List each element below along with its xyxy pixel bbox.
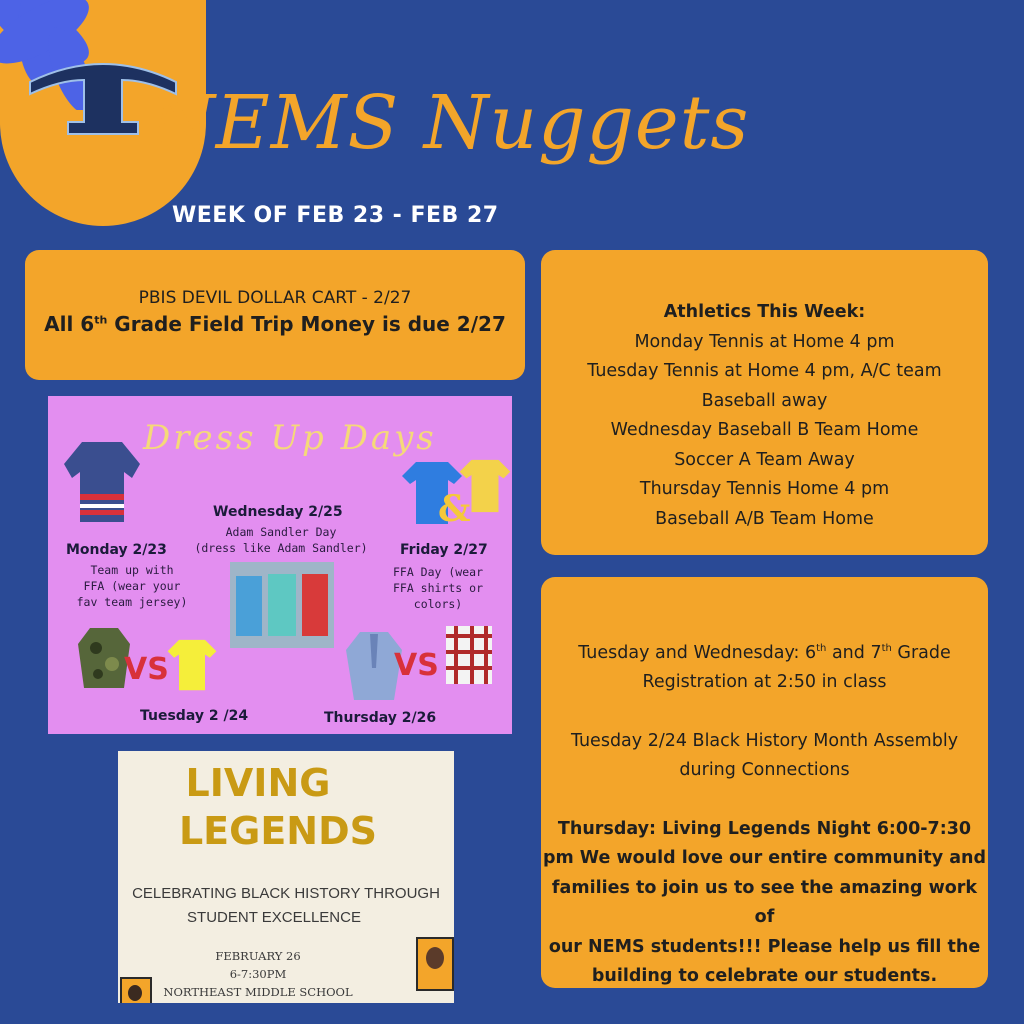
vs-text: VS (394, 648, 439, 683)
announcements-box (25, 250, 525, 380)
vs-text: VS (124, 652, 169, 687)
devil-dollar-cart: PBIS DEVIL DOLLAR CART - 2/27 (138, 288, 412, 308)
monday-desc-line: fav team jersey) (76, 595, 188, 609)
events-box (541, 577, 988, 988)
dress-up-title: Dress Up Days (143, 418, 437, 458)
reg-text-mid: and 7 (826, 642, 882, 663)
athletics-item: Baseball A/B Team Home (655, 508, 874, 529)
legends-line: our NEMS students!!! Please help us fill the (548, 936, 981, 957)
event-date: FEBRUARY 26 (215, 949, 301, 963)
living-subtitle: CELEBRATING BLACK HISTORY THROUGH (132, 885, 440, 902)
friday-desc-line: FFA Day (wear (392, 565, 483, 579)
reg-text: Tuesday and Wednesday: 6 (578, 642, 817, 663)
wednesday-desc (186, 524, 376, 556)
registration-line-2: Registration at 2:50 in class (642, 672, 887, 693)
wednesday-label: Wednesday 2/25 (213, 504, 343, 520)
assembly-line-2: during Connections (679, 760, 850, 781)
thursday-label: Thursday 2/26 (324, 710, 437, 726)
friday-desc (378, 564, 498, 612)
monday-desc-line: Team up with (90, 563, 174, 577)
living-title: LIVING (185, 761, 331, 805)
athletics-item: Soccer A Team Away (674, 449, 855, 470)
athletics-item: Wednesday Baseball B Team Home (610, 420, 919, 440)
jersey-icon (62, 434, 142, 526)
field-trip-money (25, 312, 525, 336)
t-logo-icon (26, 50, 180, 150)
legends-line: Thursday: Living Legends Night 6:00-7:30 (557, 818, 972, 839)
legends-line: families to join us to see the amazing work of (551, 877, 978, 928)
reg-sup: th (816, 643, 827, 654)
tuesday-label: Tuesday 2 /24 (140, 708, 249, 724)
friday-desc-line: colors) (413, 597, 463, 611)
wednesday-desc-line: (dress like Adam Sandler) (194, 541, 368, 555)
friday-desc-line: FFA shirts or (392, 581, 483, 595)
field-trip-sup: th (94, 313, 108, 327)
wednesday-desc-line: Adam Sandler Day (225, 525, 337, 539)
monday-desc (62, 562, 202, 610)
legends-line: pm We would love our entire community and (542, 848, 987, 869)
athletics-box (541, 250, 988, 555)
athletics-heading: Athletics This Week: (663, 302, 866, 322)
reg-sup: th (881, 643, 892, 654)
legends-line: building to celebrate our students. (591, 966, 938, 987)
week-subtitle: WEEK OF FEB 23 - FEB 27 (172, 203, 499, 228)
page-title: NEMS Nuggets (150, 80, 750, 166)
legends-title: LEGENDS (178, 809, 378, 853)
registration-line (541, 634, 988, 668)
portrait-frame (120, 977, 152, 1003)
event-location: NORTHEAST MIDDLE SCHOOL (163, 985, 353, 999)
flannel-shirt-icon (440, 622, 498, 686)
living-legends-flyer (118, 751, 454, 1003)
monday-label: Monday 2/23 (66, 542, 167, 558)
dress-up-days-flyer (48, 396, 512, 734)
event-time: 6-7:30PM (229, 967, 287, 981)
yellow-shirt-icon (166, 634, 218, 696)
ampersand: & (438, 488, 471, 530)
assembly-line: Tuesday 2/24 Black History Month Assembly (570, 730, 959, 751)
friday-label: Friday 2/27 (400, 542, 488, 558)
portrait-frame (416, 937, 454, 991)
field-trip-text-end: Grade Field Trip Money is due 2/27 (107, 312, 506, 336)
athletics-item: Baseball away (701, 390, 828, 411)
field-trip-text: All 6 (44, 312, 95, 336)
athletics-item: Tuesday Tennis at Home 4 pm, A/C team (587, 361, 942, 381)
living-subtitle: STUDENT EXCELLENCE (187, 909, 361, 926)
athletics-item: Monday Tennis at Home 4 pm (634, 331, 895, 352)
monday-desc-line: FFA (wear your (83, 579, 181, 593)
adam-sandler-photo (230, 562, 334, 648)
reg-text-end: Grade (891, 642, 951, 663)
athletics-item: Thursday Tennis Home 4 pm (639, 479, 890, 499)
